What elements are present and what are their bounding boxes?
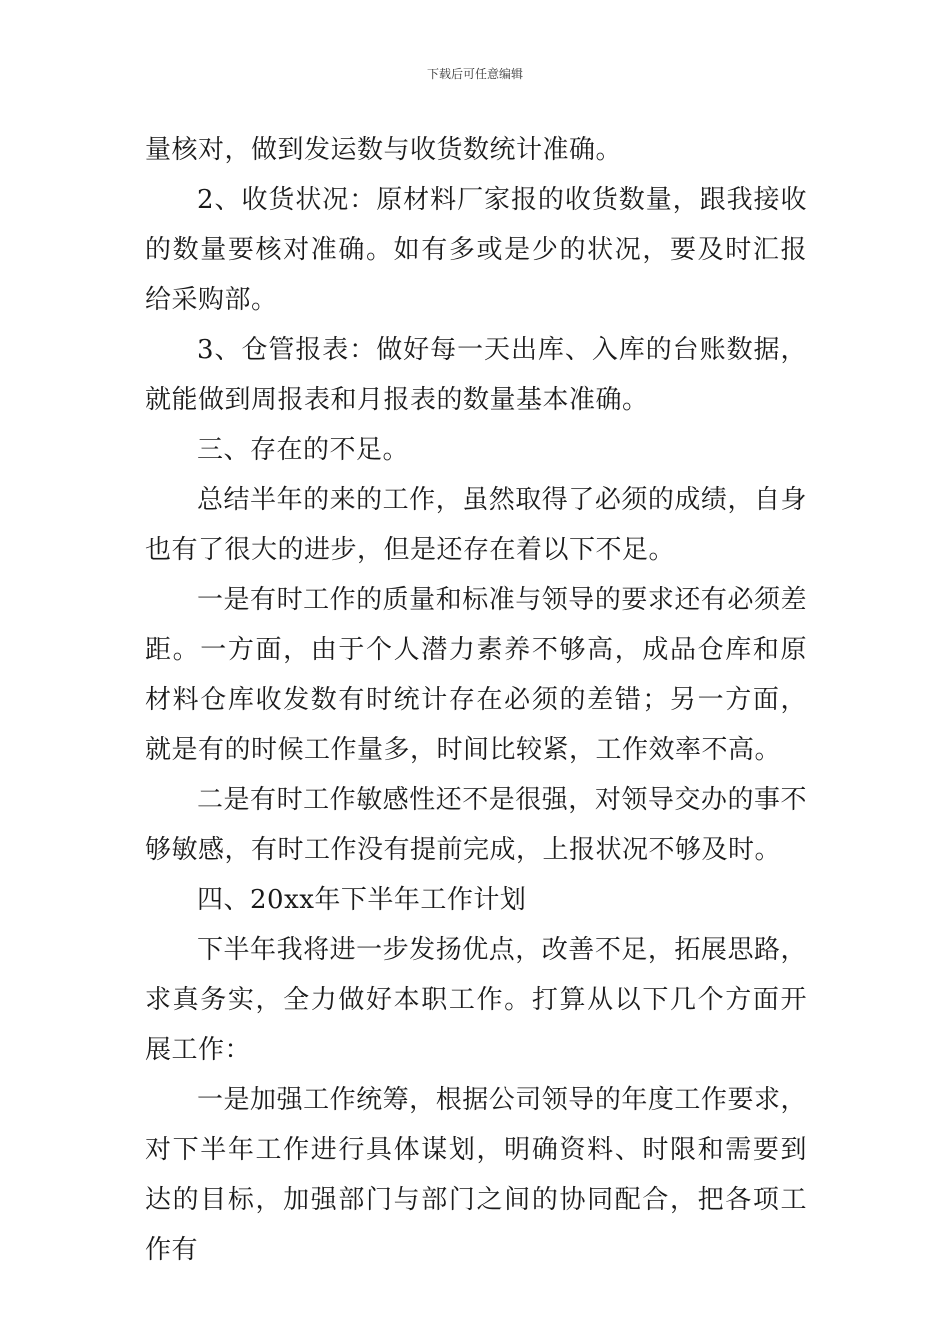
paragraph-1: 量核对，做到发运数与收货数统计准确。 bbox=[145, 135, 623, 165]
paragraph-3: 3、仓管报表：做好每一天出库、入库的台账数据，就能做到周报表和月报表的数量基本准确。 bbox=[145, 335, 807, 415]
document-body bbox=[145, 125, 807, 1275]
paragraph-10: 一是加强工作统筹，根据公司领导的年度工作要求，对下半年工作进行具体谋划，明确资料、时限和需要到达的目标，加强部门与部门之间的协同配合，把各项工作有 bbox=[145, 1085, 807, 1265]
paragraph-7: 二是有时工作敏感性还不是很强，对领导交办的事不够敏感，有时工作没有提前完成，上报状况不够及时。 bbox=[145, 785, 807, 865]
section-heading-3: 三、存在的不足。 bbox=[197, 435, 410, 465]
paragraph-6: 一是有时工作的质量和标准与领导的要求还有必须差距。一方面，由于个人潜力素养不够高，成品仓库和原材料仓库收发数有时统计存在必须的差错；另一方面，就是有的时候工作量多，时间比较紧，工作效率不高。 bbox=[145, 585, 807, 765]
section-heading-4: 四、20xx年下半年工作计划 bbox=[197, 885, 527, 915]
paragraph-2: 2、收货状况：原材料厂家报的收货数量，跟我接收的数量要核对准确。如有多或是少的状况，要及时汇报给采购部。 bbox=[145, 185, 807, 315]
paragraph-9: 下半年我将进一步发扬优点，改善不足，拓展思路，求真务实，全力做好本职工作。打算从以下几个方面开展工作： bbox=[145, 935, 807, 1065]
paragraph-5: 总结半年的来的工作，虽然取得了必须的成绩，自身也有了很大的进步，但是还存在着以下不足。 bbox=[145, 485, 807, 565]
page-header-note: 下载后可任意编辑 bbox=[426, 67, 523, 81]
